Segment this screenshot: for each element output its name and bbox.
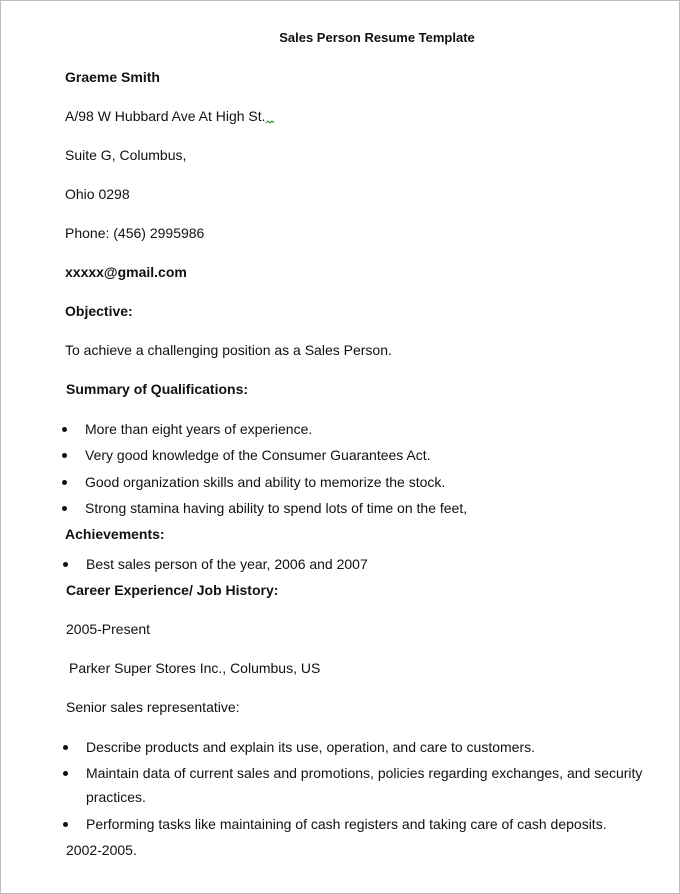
bullet-icon [63, 562, 68, 567]
summary-item: Strong stamina having ability to spend lots of time on the feet, [85, 500, 468, 516]
summary-item: Good organization skills and ability to memorize the stock. [85, 474, 446, 490]
email-address: xxxxx@gmail.com [65, 264, 187, 280]
job-duty-item: Maintain data of current sales and promotions, policies regarding exchanges, and security [86, 765, 643, 781]
address-line-1 [65, 108, 274, 125]
job-period: 2005-Present [66, 621, 151, 637]
address-line-1-suffix: . [261, 108, 266, 124]
objective-text: To achieve a challenging position as a Sales Person. [65, 342, 392, 358]
candidate-name: Graeme Smith [65, 69, 160, 85]
summary-item: Very good knowledge of the Consumer Guarantees Act. [85, 447, 431, 463]
bullet-icon [63, 771, 68, 776]
job-company: Parker Super Stores Inc., Columbus, US [69, 660, 321, 676]
bullet-icon [63, 745, 68, 750]
job-period: 2002-2005. [66, 842, 137, 858]
achievement-item: Best sales person of the year, 2006 and 2007 [86, 556, 368, 572]
job-duty-item: Describe products and explain its use, operation, and care to customers. [86, 739, 536, 755]
job-duty-item: Performing tasks like maintaining of cash registers and taking care of cash deposits. [86, 816, 607, 832]
objective-heading: Objective: [65, 303, 133, 319]
bullet-icon [62, 453, 67, 458]
bullet-icon [63, 822, 68, 827]
bullet-icon [62, 480, 67, 485]
career-heading: Career Experience/ Job History: [66, 582, 279, 598]
bullet-icon [62, 427, 67, 432]
job-role: Senior sales representative: [66, 699, 240, 715]
address-line-1-text: A/98 W Hubbard Ave At High St [65, 108, 262, 124]
bullet-icon [62, 506, 67, 511]
summary-item: More than eight years of experience. [85, 421, 313, 437]
document-title: Sales Person Resume Template [279, 30, 475, 45]
job-duty-item-continued: practices. [86, 789, 146, 805]
achievements-heading: Achievements: [65, 526, 165, 542]
spellcheck-squiggle-icon [266, 120, 274, 124]
summary-heading: Summary of Qualifications: [66, 381, 249, 397]
phone-number: Phone: (456) 2995986 [65, 225, 205, 241]
address-line-2: Suite G, Columbus, [65, 147, 187, 163]
address-line-3: Ohio 0298 [65, 186, 130, 202]
